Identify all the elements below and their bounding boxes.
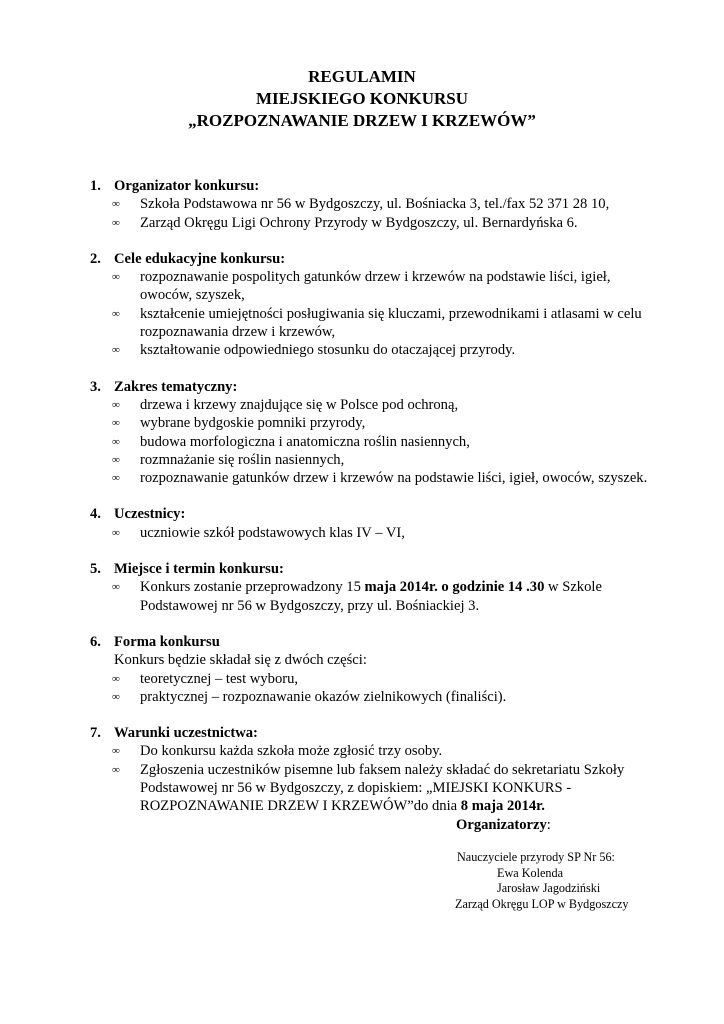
section-organizer xyxy=(90,177,690,232)
infinity-bullet-icon: ∞ xyxy=(112,216,120,229)
infinity-bullet-icon: ∞ xyxy=(112,271,120,284)
list-item: ∞ Do konkursu każda szkoła może zgłosić trzy osoby. xyxy=(90,742,690,760)
infinity-bullet-icon: ∞ xyxy=(112,398,120,411)
list-item: ∞ drzewa i krzewy znajdujące się w Polsce pod ochroną, xyxy=(90,396,690,414)
organizer-line: Nauczyciele przyrody SP Nr 56: xyxy=(457,850,615,864)
list-item: ∞ budowa morfologiczna i anatomiczna roślin nasiennych, xyxy=(90,433,690,451)
infinity-bullet-icon: ∞ xyxy=(112,526,120,539)
infinity-bullet-icon: ∞ xyxy=(112,344,120,357)
regulations-sections xyxy=(90,177,690,834)
section-intro: Konkurs będzie składał się z dwóch części: xyxy=(114,652,367,669)
section-heading: Forma konkursu xyxy=(114,633,220,650)
organizer-line: Zarząd Okręgu LOP w Bydgoszczy xyxy=(455,896,629,911)
list-item: ∞ Konkurs zostanie przeprowadzony 15 maja 2014r. o godzinie 14 .30 w Szkole xyxy=(90,578,690,596)
section-heading: Organizator konkursu: xyxy=(114,178,260,194)
infinity-bullet-icon: ∞ xyxy=(112,581,120,594)
infinity-bullet-icon: ∞ xyxy=(112,198,120,211)
list-item: ∞ Zgłoszenia uczestników pisemne lub faksem należy składać do sekretariatu Szkoły xyxy=(90,761,690,779)
list-item: ∞ rozpoznawanie pospolitych gatunków drzew i krzewów na podstawie liści, igieł, xyxy=(90,268,690,286)
infinity-bullet-icon: ∞ xyxy=(112,672,120,685)
section-heading: Uczestnicy: xyxy=(114,506,186,523)
section-number: 6. xyxy=(90,633,101,650)
list-item: ∞ wybrane bydgoskie pomniki przyrody, xyxy=(90,414,690,432)
organizers-list xyxy=(455,850,629,912)
list-item: ∞ rozpoznawanie gatunków drzew i krzewów na podstawie liści, igieł, owoców, szyszek. xyxy=(90,469,690,487)
infinity-bullet-icon: ∞ xyxy=(112,435,120,448)
list-item: ∞ Zarząd Okręgu Ligi Ochrony Przyrody w Bydgoszczy, ul. Bernardyńska 6. xyxy=(90,214,690,232)
section-number: 5. xyxy=(90,561,101,578)
section-number: 3. xyxy=(90,378,101,395)
section-heading: Miejsce i termin konkursu: xyxy=(114,561,284,578)
list-item-continuation: Podstawowej nr 56 w Bydgoszczy, przy ul. Bośniackiej 3. xyxy=(140,597,480,614)
section-number: 2. xyxy=(90,250,101,267)
document-title xyxy=(0,66,724,132)
infinity-bullet-icon: ∞ xyxy=(112,453,120,466)
list-item: ∞ rozmnażanie się roślin nasiennych, xyxy=(90,451,690,469)
list-item-continuation: rozpoznawania drzew i krzewów, xyxy=(140,324,336,341)
section-participation-conditions xyxy=(90,724,690,815)
infinity-bullet-icon: ∞ xyxy=(112,472,120,485)
list-item: ∞ Szkoła Podstawowa nr 56 w Bydgoszczy, ul. Bośniacka 3, tel./fax 52 371 28 10, xyxy=(90,195,690,213)
section-thematic-scope xyxy=(90,378,690,488)
infinity-bullet-icon: ∞ xyxy=(112,307,120,320)
section-number: 1. xyxy=(90,178,101,194)
section-participants xyxy=(90,505,690,542)
list-item: ∞ praktycznej – rozpoznawanie okazów zielnikowych (finaliści). xyxy=(90,688,690,706)
section-contest-form xyxy=(90,633,690,706)
infinity-bullet-icon: ∞ xyxy=(112,763,120,776)
list-item: ∞ kształcenie umiejętności posługiwania się kluczami, przewodnikami i atlasami w celu xyxy=(90,305,690,323)
list-item: ∞ kształtowanie odpowiedniego stosunku do otaczającej przyrody. xyxy=(90,341,690,359)
section-heading: Cele edukacyjne konkursu: xyxy=(114,250,286,267)
infinity-bullet-icon: ∞ xyxy=(112,745,120,758)
title-line-1: REGULAMIN xyxy=(308,67,416,86)
list-item-continuation: owoców, szyszek, xyxy=(140,287,245,304)
section-heading: Zakres tematyczny: xyxy=(114,378,238,395)
title-line-3: „ROZPOZNAWANIE DRZEW I KRZEWÓW” xyxy=(188,111,536,130)
list-item-continuation: ROZPOZNAWANIE DRZEW I KRZEWÓW”do dnia 8 maja 2014r. xyxy=(140,798,545,815)
infinity-bullet-icon: ∞ xyxy=(112,417,120,430)
deadline-date: 8 maja 2014r. xyxy=(460,798,545,815)
organizer-line: Jarosław Jagodziński xyxy=(497,881,601,895)
title-line-2: MIEJSKIEGO KONKURSU xyxy=(255,89,469,108)
section-heading: Warunki uczestnictwa: xyxy=(114,725,258,742)
contest-date-time: maja 2014r. o godzinie 14 .30 xyxy=(364,579,545,596)
list-item: ∞ uczniowie szkół podstawowych klas IV – VI, xyxy=(90,524,690,542)
infinity-bullet-icon: ∞ xyxy=(112,690,120,703)
list-item: ∞ teoretycznej – test wyboru, xyxy=(90,670,690,688)
list-item-continuation: Podstawowej nr 56 w Bydgoszczy, z dopiskiem: „MIEJSKI KONKURS - xyxy=(140,780,572,797)
section-educational-goals xyxy=(90,250,690,360)
section-number: 4. xyxy=(90,506,101,523)
organizer-line: Ewa Kolenda xyxy=(497,865,563,880)
section-number: 7. xyxy=(90,725,101,742)
section-place-and-date xyxy=(90,560,690,615)
organizers-title: Organizatorzy: xyxy=(456,817,551,833)
